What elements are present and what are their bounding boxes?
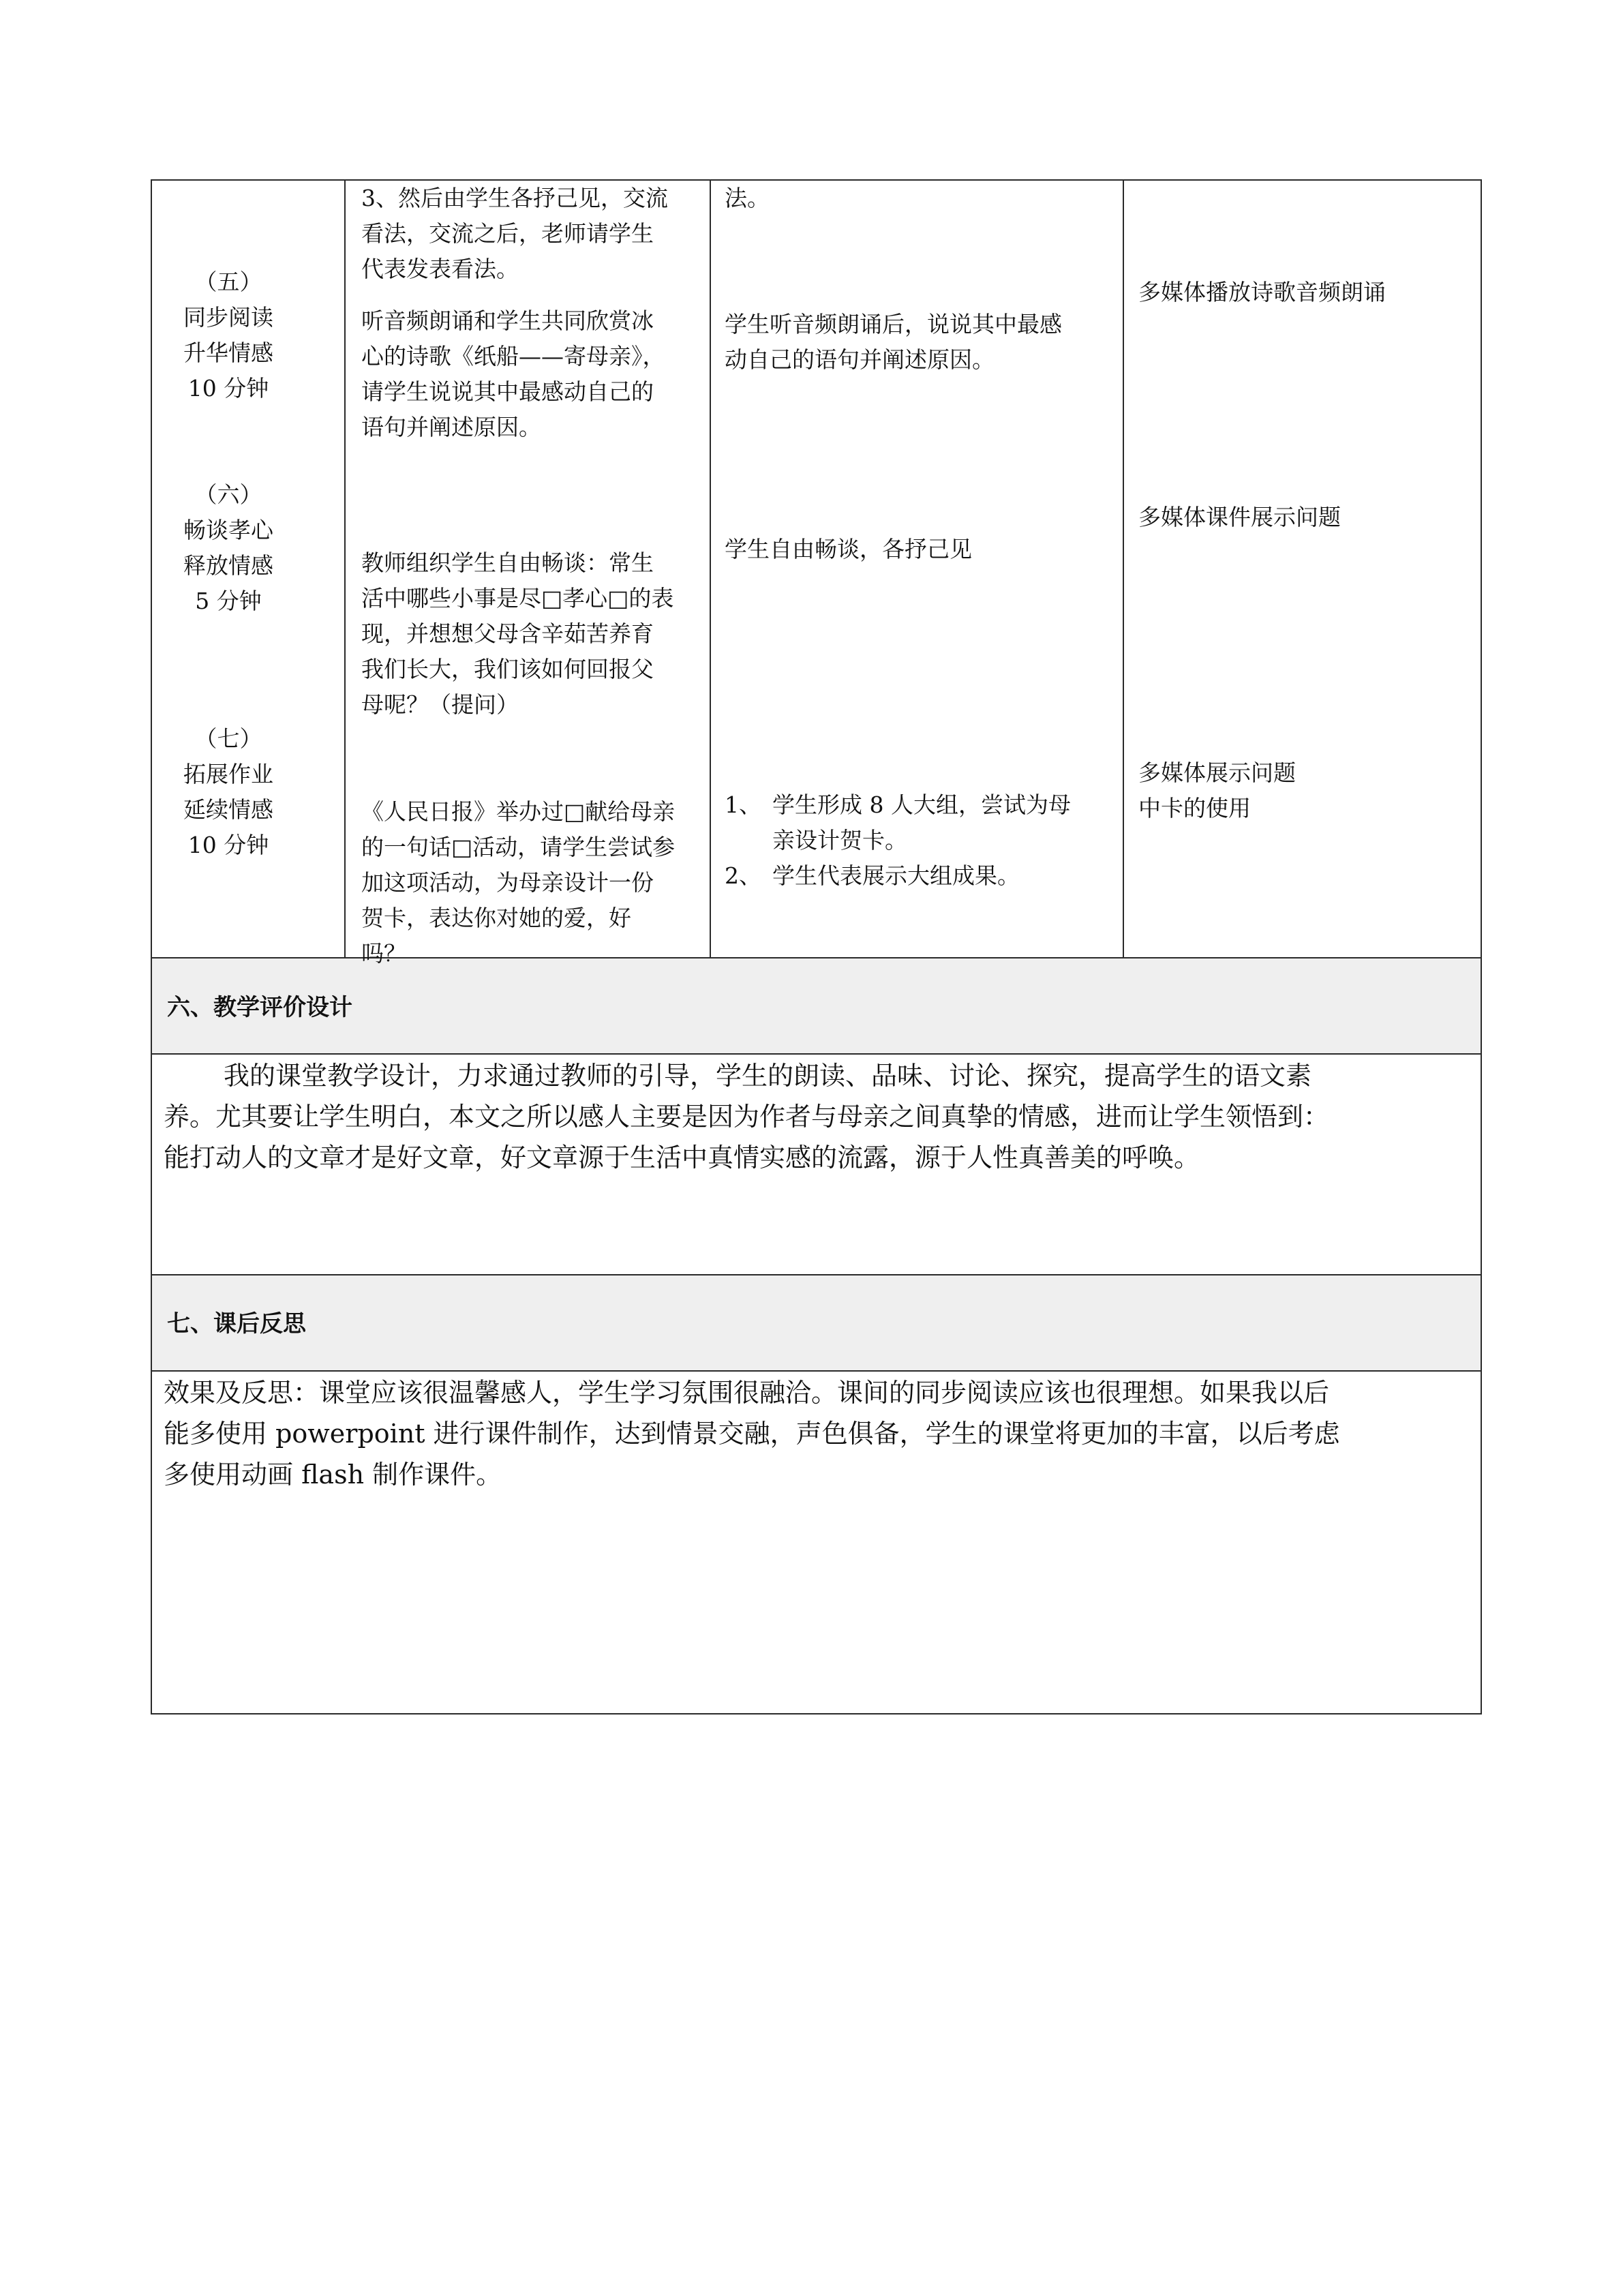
text-line: 法。 bbox=[725, 185, 770, 211]
text-line: 的一句话□活动，请学生尝试参 bbox=[361, 834, 676, 860]
text-line: 请学生说说其中最感动自己的 bbox=[361, 378, 654, 405]
stage-name: 升华情感 bbox=[183, 339, 273, 366]
text-line: 多媒体播放诗歌音频朗诵 bbox=[1138, 279, 1386, 305]
media-5 bbox=[1138, 275, 1386, 310]
table-bottom-border bbox=[151, 1713, 1482, 1715]
media-6 bbox=[1138, 500, 1341, 535]
text-line: 多媒体展示问题 bbox=[1138, 759, 1296, 786]
text-line: 看法，交流之后，老师请学生 bbox=[361, 220, 654, 247]
teacher-activity-5 bbox=[361, 303, 665, 445]
stage-time: 10 分钟 bbox=[187, 832, 269, 858]
text-line: 能多使用 powerpoint 进行课件制作，达到情景交融，声色俱备，学生的课堂将更加的丰富，以后考虑 bbox=[164, 1419, 1340, 1449]
stage-7 bbox=[177, 721, 279, 863]
student-activity-5 bbox=[725, 307, 1062, 378]
teacher-activity-prev bbox=[361, 181, 668, 287]
text-line: 多使用动画 flash 制作课件。 bbox=[164, 1460, 502, 1490]
media-7 bbox=[1138, 755, 1296, 826]
section7-header-bg bbox=[151, 1275, 1481, 1371]
text-line: 母呢？（提问） bbox=[361, 691, 519, 718]
student-activity-7 bbox=[725, 787, 1071, 894]
text-line: 现，并想想父母含辛茹苦养育 bbox=[361, 620, 654, 647]
student-activity-prev bbox=[725, 181, 770, 216]
stage-name: 畅谈孝心 bbox=[183, 517, 273, 543]
text-line: 3、然后由学生各抒己见，交流 bbox=[361, 185, 668, 211]
text-line: 亲设计贺卡。 bbox=[772, 827, 907, 854]
section6-title: 六、教学评价设计 bbox=[167, 994, 352, 1021]
text-line: 教师组织学生自由畅谈：常生 bbox=[361, 549, 654, 576]
text-line: 贺卡，表达你对她的爱，好 bbox=[361, 905, 631, 931]
text-line: 中卡的使用 bbox=[1138, 795, 1251, 821]
text-line: 学生听音频朗诵后，说说其中最感 bbox=[725, 311, 1062, 337]
row-divider-4 bbox=[151, 1370, 1482, 1372]
section7-title: 七、课后反思 bbox=[167, 1310, 306, 1338]
stage-name: 释放情感 bbox=[183, 552, 273, 579]
text-line: 学生自由畅谈，各抒己见 bbox=[725, 536, 972, 562]
text-line: 效果及反思：课堂应该很温馨感人，学生学习氛围很融洽。课间的同步阅读应该也很理想。如果我以后 bbox=[164, 1378, 1330, 1408]
column-divider-2 bbox=[710, 179, 711, 958]
text-line: 我们长大，我们该如何回报父 bbox=[361, 656, 654, 682]
text-line: 多媒体课件展示问题 bbox=[1138, 504, 1341, 530]
text-line: 活中哪些小事是尽□孝心□的表 bbox=[361, 585, 674, 611]
student-activity-6 bbox=[725, 532, 972, 567]
text-line: 动自己的语句并阐述原因。 bbox=[725, 346, 995, 373]
row-divider-3 bbox=[151, 1274, 1482, 1275]
table-right-border bbox=[1481, 179, 1482, 1715]
text-line: 吗？ bbox=[361, 940, 406, 967]
list-number: 1、 bbox=[725, 791, 761, 818]
stage-time: 10 分钟 bbox=[187, 375, 269, 402]
stage-name: 延续情感 bbox=[183, 796, 273, 823]
stage-time: 5 分钟 bbox=[195, 588, 262, 614]
column-divider-3 bbox=[1123, 179, 1124, 958]
stage-name: 同步阅读 bbox=[183, 304, 273, 331]
text-line: 心的诗歌《纸船——寄母亲》， bbox=[361, 343, 665, 369]
text-line: 代表发表看法。 bbox=[361, 256, 519, 282]
list-number: 2、 bbox=[725, 862, 761, 889]
text-line: 学生形成 8 人大组，尝试为母 bbox=[772, 791, 1071, 818]
text-line: 《人民日报》举办过□献给母亲 bbox=[361, 798, 676, 825]
text-line: 养。尤其要让学生明白，本文之所以感人主要是因为作者与母亲之间真挚的情感，进而让学生领悟到： bbox=[164, 1102, 1330, 1132]
row-divider-1 bbox=[151, 957, 1482, 958]
column-divider-1 bbox=[344, 179, 346, 958]
stage-number: （五） bbox=[194, 269, 262, 295]
text-line: 能打动人的文章才是好文章，好文章源于生活中真情实感的流露，源于人性真善美的呼唤。 bbox=[164, 1143, 1200, 1173]
stage-name: 拓展作业 bbox=[183, 761, 273, 787]
stage-6 bbox=[177, 477, 279, 619]
section6-body bbox=[164, 1055, 1329, 1178]
row-divider-2 bbox=[151, 1053, 1482, 1055]
text-line: 加这项活动，为母亲设计一份 bbox=[361, 869, 654, 896]
stage-5 bbox=[177, 265, 279, 406]
section7-body bbox=[164, 1372, 1340, 1495]
text-line: 听音频朗诵和学生共同欣赏冰 bbox=[361, 307, 654, 334]
stage-number: （七） bbox=[194, 725, 262, 752]
table-top-border bbox=[151, 179, 1482, 181]
stage-number: （六） bbox=[194, 481, 262, 508]
teacher-activity-6 bbox=[361, 545, 673, 723]
text-line: 我的课堂教学设计，力求通过教师的引导，学生的朗读、品味、讨论、探究，提高学生的语文素 bbox=[224, 1061, 1312, 1091]
table-left-border bbox=[151, 179, 152, 1715]
teacher-activity-7 bbox=[361, 794, 675, 971]
text-line: 语句并阐述原因。 bbox=[361, 414, 541, 440]
text-line: 学生代表展示大组成果。 bbox=[772, 862, 1020, 889]
